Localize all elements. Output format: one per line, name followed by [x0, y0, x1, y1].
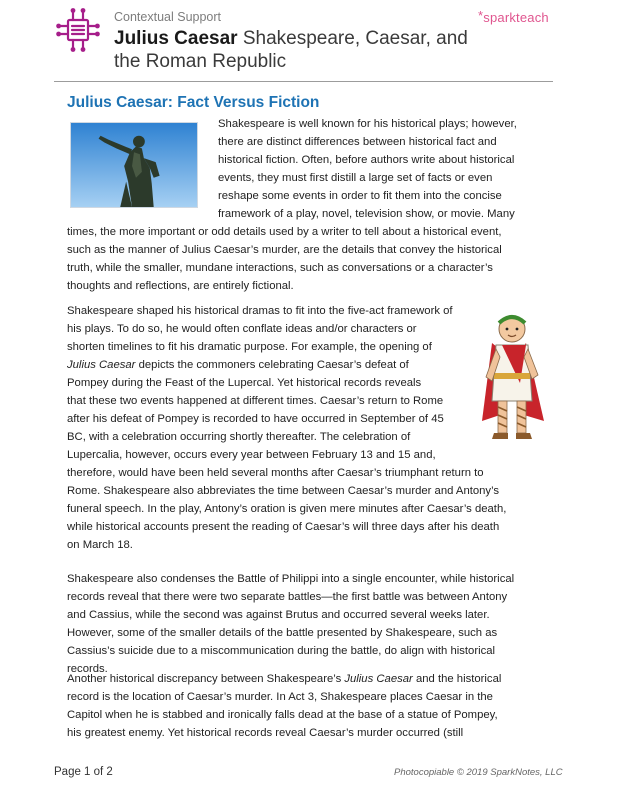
copyright-notice: Photocopiable © 2019 SparkNotes, LLC	[394, 767, 563, 778]
paragraph-philippi: Shakespeare also condenses the Battle of Philippi into a single encounter, while historical records reveal that there were two separate battles—the first battle was between Antony and Cassius, while the second was against Brutus and occurred several weeks later. However, some of the smaller details of the battle presented by Shakespeare, such as Cassius’s suicide due to a miscommunication during the battle, do align with historical records.	[67, 573, 515, 675]
paragraph-location: Another historical discrepancy between Shakespeare’s Julius Caesar and the historical record is the location of Caesar’s murder. In Act 3, Shakespeare places Caesar in the Capitol when he is stabbed and ironically falls dead at the base of a statue of Pompey, his greatest enemy. Yet historical records reveal Caesar’s murder occurred (still	[67, 673, 502, 739]
document-title	[114, 27, 494, 73]
play-title: Julius Caesar	[67, 359, 136, 371]
paragraph-intro: Shakespeare is well known for his historical plays; however, there are distinct differences between historical fact and historical fiction. Often, before authors write about historical events, they must first distill a large set of facts or even reshape some events in order to fit them into the concise framework of a play, novel, television show, or movie. Many times, the more important or odd details used by a writer to tell about a historical event, such as the manner of Julius Caesar’s murder, are the details that convey the historical truth, while the smaller, mundane interactions, such as conversations or a character’s thoughts and reflections, are entirely fictional.	[67, 118, 517, 292]
title-subtitle: Shakespeare, Caesar, and the Roman Republic	[114, 28, 468, 72]
header-divider	[54, 81, 553, 82]
paragraph-timelines: Shakespeare shaped his historical dramas to fit into the five-act framework of his plays. To do so, he would often conflate ideas and/or characters or shorten timelines to fit his dramatic purpose. For example, the opening of Julius Caesar depicts the commoners celebrating Caesar’s defeat of Pompey during the Feast of the Lupercal. Yet historical records reveals that these two events happened at different times. Caesar’s return to Rome after his defeat of Pompey is recorded to have occurred in September of 45 BC, with a celebration occurring shortly thereafter. The celebration of Lupercalia, however, occurs every year between February 13 and 15 and, therefore, would have been held several months after Caesar’s triumphant return to Rome. Shakespeare also abbreviates the time between Caesar’s murder and Antony’s funeral speech. In the play, Antony’s oration is given mere minutes after Caesar’s death, while historical accounts present the reading of Caesar’s will three days after his death on March 18.	[67, 305, 507, 551]
caesar-cartoon-illustration	[474, 303, 550, 449]
sparkteach-logo: *sparkteach	[478, 8, 549, 25]
section-heading: Julius Caesar: Fact Versus Fiction	[67, 94, 320, 111]
network-nodes-icon	[56, 6, 100, 54]
title-work: Julius Caesar	[114, 28, 238, 49]
document-category: Contextual Support	[114, 10, 222, 24]
caesar-statue-photo	[70, 122, 198, 208]
page-number: Page 1 of 2	[54, 766, 113, 778]
play-title: Julius Caesar	[344, 673, 413, 685]
